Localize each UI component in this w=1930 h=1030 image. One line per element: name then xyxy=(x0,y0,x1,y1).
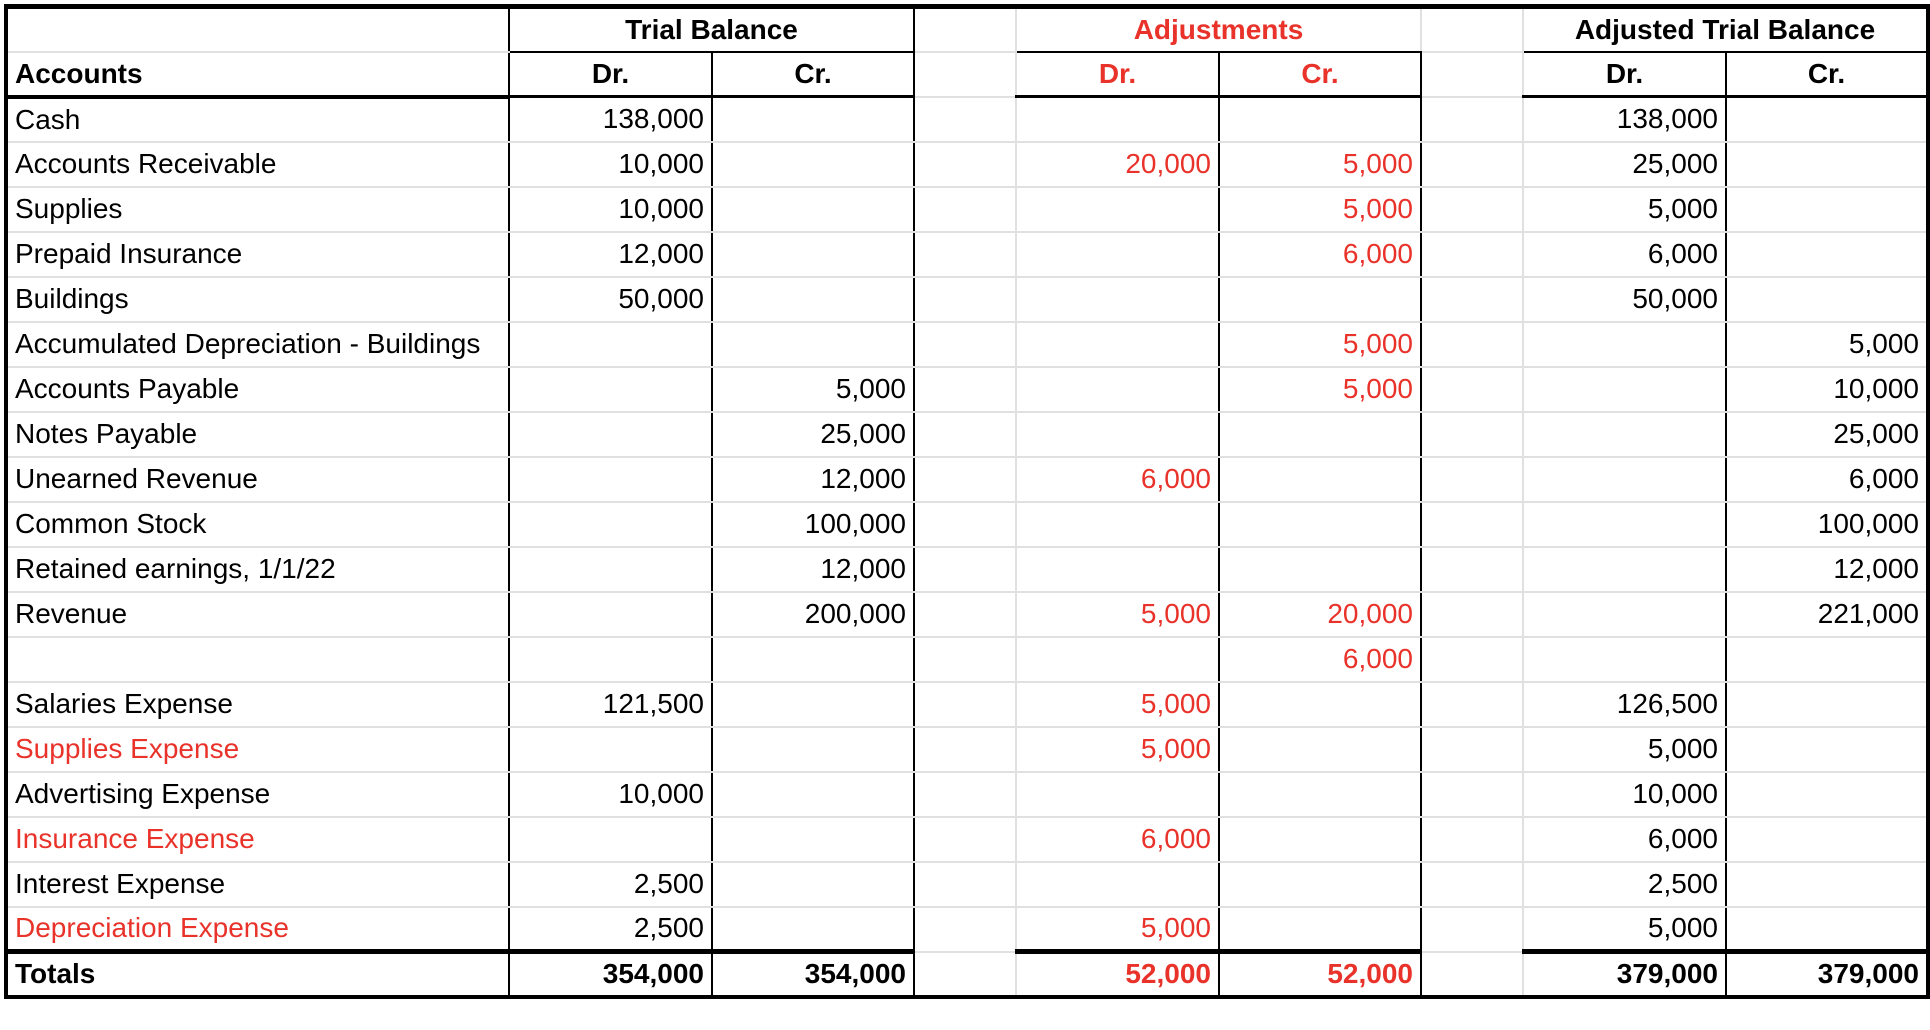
gap-cell xyxy=(914,367,1016,412)
atb-dr-cell: 5,000 xyxy=(1523,907,1726,952)
adj-cr-cell xyxy=(1219,457,1421,502)
tb-cr-cell: 200,000 xyxy=(712,592,914,637)
tb-dr-cell: 12,000 xyxy=(509,232,712,277)
gap-cell xyxy=(914,637,1016,682)
adj-cr-cell xyxy=(1219,502,1421,547)
gap-cell xyxy=(914,907,1016,952)
atb-cr-cell xyxy=(1726,232,1928,277)
table-row xyxy=(6,367,1928,412)
table-row xyxy=(6,862,1928,907)
atb-cr-cell xyxy=(1726,862,1928,907)
tb-cr-cell xyxy=(712,862,914,907)
adj-dr-cell xyxy=(1016,862,1219,907)
adj-dr-cell xyxy=(1016,97,1219,142)
table-row xyxy=(6,142,1928,187)
gap-cell xyxy=(1421,232,1523,277)
atb-dr-cell: 5,000 xyxy=(1523,727,1726,772)
tb-dr-header: Dr. xyxy=(509,52,712,97)
adj-cr-cell: 5,000 xyxy=(1219,367,1421,412)
atb-dr-header: Dr. xyxy=(1523,52,1726,97)
table-row xyxy=(6,547,1928,592)
gap-cell xyxy=(1421,817,1523,862)
totals-atb-dr: 379,000 xyxy=(1523,952,1726,997)
tb-dr-cell: 10,000 xyxy=(509,142,712,187)
adj-cr-cell: 20,000 xyxy=(1219,592,1421,637)
tb-cr-cell xyxy=(712,682,914,727)
totals-adj-cr: 52,000 xyxy=(1219,952,1421,997)
tb-cr-cell xyxy=(712,277,914,322)
table-row xyxy=(6,457,1928,502)
account-name-cell: Salaries Expense xyxy=(6,682,509,727)
gap-cell xyxy=(914,412,1016,457)
tb-cr-cell xyxy=(712,322,914,367)
gap-cell xyxy=(914,952,1016,997)
gap-cell xyxy=(1421,862,1523,907)
tb-dr-cell xyxy=(509,637,712,682)
atb-dr-cell: 25,000 xyxy=(1523,142,1726,187)
tb-cr-header: Cr. xyxy=(712,52,914,97)
account-name-cell: Advertising Expense xyxy=(6,772,509,817)
tb-dr-cell: 2,500 xyxy=(509,862,712,907)
gap-cell xyxy=(914,277,1016,322)
adj-dr-cell: 5,000 xyxy=(1016,682,1219,727)
account-name-cell: Buildings xyxy=(6,277,509,322)
group-header-row xyxy=(6,7,1928,52)
adj-dr-cell xyxy=(1016,277,1219,322)
table-row xyxy=(6,682,1928,727)
atb-dr-cell xyxy=(1523,502,1726,547)
tb-dr-cell xyxy=(509,592,712,637)
adj-dr-cell: 5,000 xyxy=(1016,727,1219,772)
tb-dr-cell: 2,500 xyxy=(509,907,712,952)
atb-dr-cell: 50,000 xyxy=(1523,277,1726,322)
table-row xyxy=(6,727,1928,772)
account-name-cell: Supplies Expense xyxy=(6,727,509,772)
tb-cr-cell: 25,000 xyxy=(712,412,914,457)
table-row xyxy=(6,187,1928,232)
table-row xyxy=(6,322,1928,367)
table-row xyxy=(6,232,1928,277)
gap-cell xyxy=(1421,322,1523,367)
adj-dr-cell: 6,000 xyxy=(1016,457,1219,502)
gap-cell xyxy=(914,682,1016,727)
tb-dr-cell: 50,000 xyxy=(509,277,712,322)
gap-cell xyxy=(1421,682,1523,727)
tb-dr-cell xyxy=(509,727,712,772)
gap-cell xyxy=(1421,97,1523,142)
adj-dr-cell: 5,000 xyxy=(1016,592,1219,637)
gap-cell xyxy=(914,502,1016,547)
gap-cell xyxy=(914,52,1016,97)
tb-cr-cell xyxy=(712,817,914,862)
gap-cell xyxy=(1421,277,1523,322)
atb-dr-cell: 2,500 xyxy=(1523,862,1726,907)
group-header-adjustments: Adjustments xyxy=(1016,7,1421,52)
adj-dr-header: Dr. xyxy=(1016,52,1219,97)
atb-dr-cell: 10,000 xyxy=(1523,772,1726,817)
tb-dr-cell xyxy=(509,457,712,502)
tb-cr-cell: 5,000 xyxy=(712,367,914,412)
gap-cell xyxy=(1421,952,1523,997)
atb-dr-cell xyxy=(1523,412,1726,457)
gap-cell xyxy=(1421,457,1523,502)
adj-dr-cell xyxy=(1016,772,1219,817)
account-name-cell: Cash xyxy=(6,97,509,142)
adj-cr-cell: 5,000 xyxy=(1219,142,1421,187)
atb-cr-cell: 100,000 xyxy=(1726,502,1928,547)
gap-cell xyxy=(1421,142,1523,187)
gap-cell xyxy=(914,772,1016,817)
account-name-cell: Prepaid Insurance xyxy=(6,232,509,277)
adj-dr-cell: 20,000 xyxy=(1016,142,1219,187)
gap-cell xyxy=(914,97,1016,142)
tb-cr-cell xyxy=(712,637,914,682)
atb-cr-cell: 221,000 xyxy=(1726,592,1928,637)
tb-dr-cell xyxy=(509,412,712,457)
gap-cell xyxy=(1421,907,1523,952)
tb-cr-cell xyxy=(712,772,914,817)
gap-cell xyxy=(1421,502,1523,547)
account-name-cell: Notes Payable xyxy=(6,412,509,457)
account-name-cell: Depreciation Expense xyxy=(6,907,509,952)
atb-cr-cell xyxy=(1726,772,1928,817)
account-name-cell: Insurance Expense xyxy=(6,817,509,862)
atb-dr-cell xyxy=(1523,592,1726,637)
gap-cell xyxy=(1421,727,1523,772)
adj-cr-cell xyxy=(1219,412,1421,457)
gap-cell xyxy=(914,187,1016,232)
trial-balance-worksheet-table xyxy=(4,4,1930,999)
atb-dr-cell: 6,000 xyxy=(1523,232,1726,277)
account-name-cell: Retained earnings, 1/1/22 xyxy=(6,547,509,592)
atb-cr-cell: 12,000 xyxy=(1726,547,1928,592)
tb-dr-cell xyxy=(509,322,712,367)
tb-cr-cell xyxy=(712,97,914,142)
account-name-cell: Accumulated Depreciation - Buildings xyxy=(6,322,509,367)
adj-cr-cell xyxy=(1219,907,1421,952)
gap-cell xyxy=(914,547,1016,592)
adj-dr-cell xyxy=(1016,502,1219,547)
account-name-cell: Revenue xyxy=(6,592,509,637)
atb-cr-cell xyxy=(1726,142,1928,187)
atb-cr-cell xyxy=(1726,187,1928,232)
atb-dr-cell xyxy=(1523,637,1726,682)
atb-cr-cell xyxy=(1726,637,1928,682)
adj-cr-cell xyxy=(1219,772,1421,817)
totals-tb-cr: 354,000 xyxy=(712,952,914,997)
totals-adj-dr: 52,000 xyxy=(1016,952,1219,997)
table-row xyxy=(6,277,1928,322)
adj-cr-cell xyxy=(1219,97,1421,142)
group-header-adjusted-trial-balance: Adjusted Trial Balance xyxy=(1523,7,1928,52)
gap-cell xyxy=(1421,772,1523,817)
atb-cr-cell: 5,000 xyxy=(1726,322,1928,367)
tb-cr-cell: 100,000 xyxy=(712,502,914,547)
adj-cr-cell xyxy=(1219,277,1421,322)
gap-cell xyxy=(1421,592,1523,637)
table-row xyxy=(6,907,1928,952)
totals-row xyxy=(6,952,1928,997)
adj-cr-header: Cr. xyxy=(1219,52,1421,97)
atb-cr-cell: 6,000 xyxy=(1726,457,1928,502)
atb-dr-cell: 6,000 xyxy=(1523,817,1726,862)
atb-dr-cell xyxy=(1523,547,1726,592)
totals-label: Totals xyxy=(6,952,509,997)
tb-dr-cell xyxy=(509,817,712,862)
gap-cell xyxy=(914,232,1016,277)
gap-cell xyxy=(1421,637,1523,682)
account-name-cell: Supplies xyxy=(6,187,509,232)
adj-cr-cell xyxy=(1219,727,1421,772)
table-row xyxy=(6,637,1928,682)
adj-cr-cell: 6,000 xyxy=(1219,637,1421,682)
adj-cr-cell xyxy=(1219,682,1421,727)
tb-cr-cell: 12,000 xyxy=(712,457,914,502)
adj-dr-cell xyxy=(1016,232,1219,277)
atb-dr-cell xyxy=(1523,457,1726,502)
adj-dr-cell: 5,000 xyxy=(1016,907,1219,952)
gap-cell xyxy=(1421,187,1523,232)
account-name-cell: Unearned Revenue xyxy=(6,457,509,502)
table-row xyxy=(6,817,1928,862)
tb-cr-cell: 12,000 xyxy=(712,547,914,592)
adj-dr-cell xyxy=(1016,322,1219,367)
atb-dr-cell xyxy=(1523,367,1726,412)
adj-cr-cell xyxy=(1219,817,1421,862)
table-row xyxy=(6,97,1928,142)
table-row xyxy=(6,592,1928,637)
table-row xyxy=(6,502,1928,547)
account-name-cell: Accounts Receivable xyxy=(6,142,509,187)
totals-atb-cr: 379,000 xyxy=(1726,952,1928,997)
tb-dr-cell: 121,500 xyxy=(509,682,712,727)
gap-cell xyxy=(914,727,1016,772)
gap-cell xyxy=(1421,52,1523,97)
atb-cr-cell xyxy=(1726,277,1928,322)
atb-cr-cell xyxy=(1726,727,1928,772)
tb-dr-cell xyxy=(509,367,712,412)
account-name-cell: Accounts Payable xyxy=(6,367,509,412)
atb-cr-cell: 10,000 xyxy=(1726,367,1928,412)
atb-cr-cell xyxy=(1726,682,1928,727)
gap-cell xyxy=(1421,547,1523,592)
gap-cell xyxy=(914,7,1016,52)
gap-cell xyxy=(914,862,1016,907)
account-name-cell: Interest Expense xyxy=(6,862,509,907)
gap-cell xyxy=(914,142,1016,187)
gap-cell xyxy=(914,592,1016,637)
tb-cr-cell xyxy=(712,142,914,187)
column-header-row xyxy=(6,52,1928,97)
tb-cr-cell xyxy=(712,187,914,232)
adj-dr-cell xyxy=(1016,367,1219,412)
atb-cr-cell: 25,000 xyxy=(1726,412,1928,457)
table-row xyxy=(6,772,1928,817)
account-name-cell: Common Stock xyxy=(6,502,509,547)
atb-cr-cell xyxy=(1726,97,1928,142)
tb-dr-cell xyxy=(509,502,712,547)
group-header-trial-balance: Trial Balance xyxy=(509,7,914,52)
gap-cell xyxy=(914,322,1016,367)
atb-cr-cell xyxy=(1726,907,1928,952)
adj-cr-cell xyxy=(1219,862,1421,907)
adj-dr-cell: 6,000 xyxy=(1016,817,1219,862)
gap-cell xyxy=(914,457,1016,502)
gap-cell xyxy=(1421,412,1523,457)
atb-cr-cell xyxy=(1726,817,1928,862)
adj-dr-cell xyxy=(1016,412,1219,457)
atb-dr-cell xyxy=(1523,322,1726,367)
adj-dr-cell xyxy=(1016,187,1219,232)
table-row xyxy=(6,412,1928,457)
account-name-cell xyxy=(6,637,509,682)
adj-cr-cell xyxy=(1219,547,1421,592)
gap-cell xyxy=(1421,7,1523,52)
tb-dr-cell xyxy=(509,547,712,592)
tb-cr-cell xyxy=(712,727,914,772)
adj-cr-cell: 5,000 xyxy=(1219,322,1421,367)
adj-dr-cell xyxy=(1016,637,1219,682)
adj-cr-cell: 6,000 xyxy=(1219,232,1421,277)
tb-dr-cell: 10,000 xyxy=(509,772,712,817)
gap-cell xyxy=(1421,367,1523,412)
tb-dr-cell: 138,000 xyxy=(509,97,712,142)
tb-cr-cell xyxy=(712,232,914,277)
atb-cr-header: Cr. xyxy=(1726,52,1928,97)
atb-dr-cell: 5,000 xyxy=(1523,187,1726,232)
gap-cell xyxy=(914,817,1016,862)
accounts-header: Accounts xyxy=(6,52,509,97)
adj-cr-cell: 5,000 xyxy=(1219,187,1421,232)
header-blank-cell xyxy=(6,7,509,52)
adj-dr-cell xyxy=(1016,547,1219,592)
tb-cr-cell xyxy=(712,907,914,952)
atb-dr-cell: 138,000 xyxy=(1523,97,1726,142)
totals-tb-dr: 354,000 xyxy=(509,952,712,997)
atb-dr-cell: 126,500 xyxy=(1523,682,1726,727)
tb-dr-cell: 10,000 xyxy=(509,187,712,232)
